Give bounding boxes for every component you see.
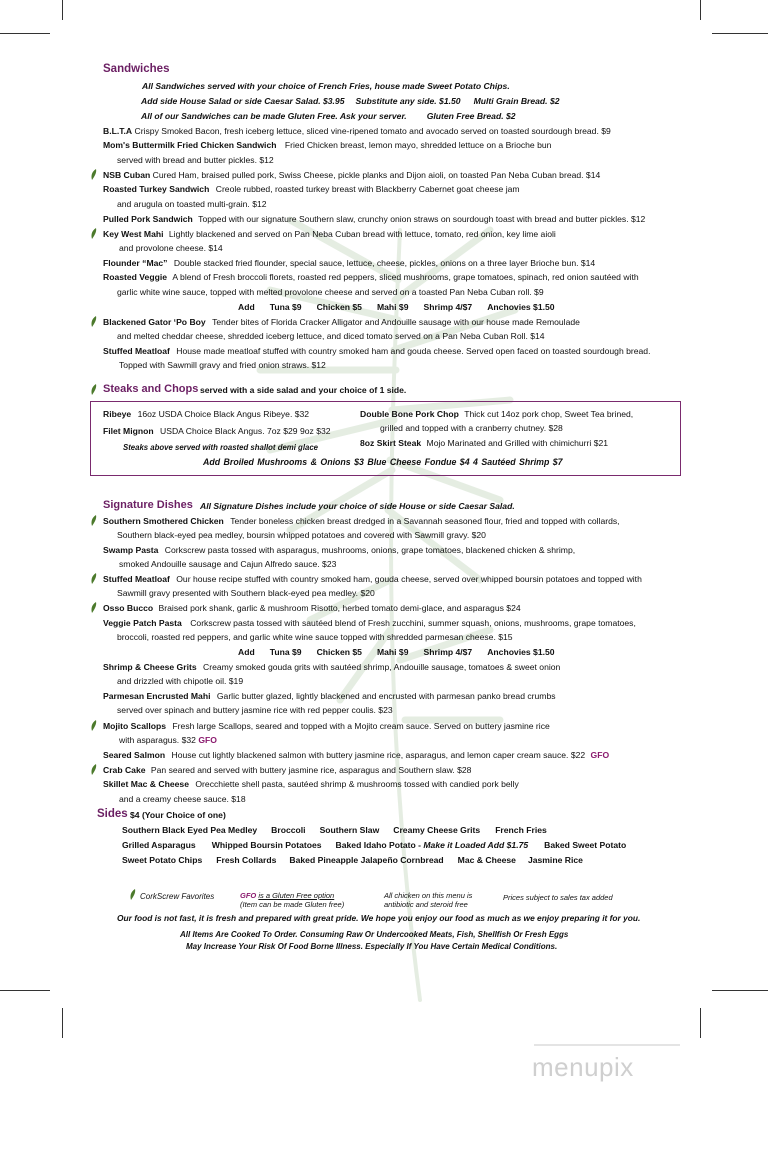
- favorite-leaf-icon: [91, 316, 97, 327]
- item-description: Fresh large Scallops, seared and topped with a Mojito cream sauce. Served on buttery jasmine rice: [172, 721, 550, 731]
- menu-item-filet-mignon: [103, 426, 331, 437]
- item-description-cont: Southern black-eyed pea medley, boursin whipped potatoes and covered with Sawmill gravy. $20: [117, 530, 486, 540]
- item-name: Seared Salmon: [103, 750, 166, 760]
- item-name: Flounder “Mac”: [103, 258, 168, 268]
- menu-item-skillet-mac: [103, 779, 519, 790]
- section-title-sides: Sides: [97, 808, 128, 820]
- menu-item-seared-salmon: [103, 750, 609, 761]
- crop-mark: [0, 990, 50, 991]
- item-description: Braised pork shank, garlic & mushroom Risotto, herbed tomato demi-glace, and asparagus $24: [158, 603, 521, 613]
- crop-mark: [0, 33, 50, 34]
- menu-item-mojito-scallops: [103, 721, 550, 732]
- item-description: Tender bites of Florida Cracker Alligator and Andouille sausage with our house made Remoulade: [212, 317, 580, 327]
- section-title-steaks: Steaks and Chops: [103, 383, 199, 395]
- sandwich-note: All Sandwiches served with your choice of French Fries, house made Sweet Potato Chips.: [142, 81, 510, 91]
- favorite-leaf-icon: [91, 228, 97, 239]
- menu-item-southern-smothered-chicken: [103, 516, 620, 527]
- favorite-leaf-icon: [91, 384, 97, 395]
- menu-item-shrimp-grits: [103, 662, 560, 673]
- item-description: 16oz USDA Choice Black Angus Ribeye. $32: [137, 409, 310, 419]
- crop-mark: [700, 1008, 701, 1038]
- sandwich-note: Add side House Salad or side Caesar Salad. $3.95 Substitute any side. $1.50 Multi Grain Bread. $2: [141, 96, 560, 106]
- add-ons-row: Add Tuna $9 Chicken $5 Mahi $9 Shrimp 4/$7 Anchovies $1.50: [238, 647, 555, 657]
- legend-favorites: CorkScrew Favorites: [140, 892, 215, 901]
- item-description: Fried Chicken breast, lemon mayo, shredded lettuce on a Brioche bun: [284, 140, 552, 150]
- menu-item-osso-bucco: [103, 603, 521, 614]
- menu-item-gator-po-boy: [103, 317, 580, 328]
- item-description: Corkscrew pasta tossed with sautéed blend of Fresh zucchini, summer squash, onions, mushrooms, grape tomatoes,: [190, 618, 636, 628]
- item-description: Tender boneless chicken breast dredged in a Savannah seasoned flour, fried and topped with collards,: [230, 516, 620, 526]
- item-description-cont: and melted cheddar cheese, shredded iceberg lettuce, and diced tomato served on a Pan Neba Cuban Roll. $14: [117, 331, 545, 341]
- item-name: Roasted Turkey Sandwich: [103, 184, 210, 194]
- item-name: Stuffed Meatloaf: [103, 346, 170, 356]
- menu-item-pork-chop: [360, 409, 633, 420]
- tagline: Our food is not fast, it is fresh and prepared with great pride. We hope you enjoy our food as much as we enjoy preparing it for you.: [117, 913, 641, 923]
- item-name: Double Bone Pork Chop: [360, 409, 459, 419]
- item-description: Creamy smoked gouda grits with sautéed shrimp, Andouille sausage, tomatoes & sweet onion: [203, 662, 561, 672]
- crop-mark: [62, 1008, 63, 1038]
- menu-item-crab-cake: [103, 765, 471, 776]
- item-name: Veggie Patch Pasta: [103, 618, 182, 628]
- sides-price: $4 (Your Choice of one): [130, 810, 226, 820]
- item-description: Topped with our signature Southern slaw, crunchy onion straws on sourdough toast with bread and butter pickles. $12: [198, 214, 646, 224]
- item-description: Garlic butter glazed, lightly blackened and encrusted with parmesan panko bread crumbs: [216, 691, 556, 701]
- warning-line: May Increase Your Risk Of Food Borne Illness. Especially If You Have Certain Medical Conditions.: [186, 942, 558, 951]
- section-subtitle: All Signature Dishes include your choice of side House or side Caesar Salad.: [200, 501, 515, 511]
- sandwich-note: All of our Sandwiches can be made Gluten Free. Ask your server. Gluten Free Bread. $2: [141, 111, 516, 121]
- item-description: House cut lightly blackened salmon with buttery jasmine rice, asparagus, and lemon caper cream sauce. $22: [171, 750, 586, 760]
- sides-row: Southern Black Eyed Pea Medley Broccoli Southern Slaw Creamy Cheese Grits French Fries: [122, 825, 547, 835]
- section-title-signature: Signature Dishes: [103, 499, 193, 511]
- crop-mark: [712, 990, 768, 991]
- favorite-leaf-icon: [91, 573, 97, 584]
- item-description-cont: served over spinach and buttery jasmine rice with red pepper coulis. $23: [117, 705, 393, 715]
- favorite-leaf-icon: [91, 515, 97, 526]
- item-description-cont: Sawmill gravy presented with Southern black-eyed pea medley. $20: [117, 588, 375, 598]
- menu-item-flounder-mac: [103, 258, 595, 269]
- item-name: Filet Mignon: [103, 426, 154, 436]
- item-description: Our house recipe stuffed with country smoked ham, gouda cheese, served over whipped boursin potatoes and topped with: [176, 574, 642, 584]
- favorite-leaf-icon: [91, 720, 97, 731]
- menu-item-swamp-pasta: [103, 545, 575, 556]
- legend-gfo: GFO is a Gluten Free option (Item can be made Gluten free): [240, 891, 345, 909]
- item-description: Pan seared and served with buttery jasmine rice, asparagus and Southern slaw. $28: [150, 765, 472, 775]
- favorite-leaf-icon: [91, 602, 97, 613]
- item-description-cont: and provolone cheese. $14: [119, 243, 223, 253]
- item-name: Mojito Scallops: [103, 721, 167, 731]
- item-description: House made meatloaf stuffed with country smoked ham and gouda cheese. Served open faced on toasted sourdough bread.: [176, 346, 651, 356]
- item-description-cont: with asparagus. $32 GFO: [119, 735, 217, 745]
- item-description: Double stacked fried flounder, special sauce, lettuce, cheese, pickles, onions on a three layer Brioche bun. $14: [173, 258, 596, 268]
- item-description-cont: broccoli, roasted red peppers, and garlic white wine sauce topped with shredded parmesan cheese. $15: [117, 632, 513, 642]
- menupix-watermark: menupix: [532, 1052, 634, 1082]
- item-name: Key West Mahi: [103, 229, 164, 239]
- menu-item-moms-chicken: [103, 140, 551, 151]
- item-description-cont: and drizzled with chipotle oil. $19: [117, 676, 244, 686]
- sides-row: Sweet Potato Chips Fresh Collards Baked Pineapple Jalapeño Cornbread Mac & Cheese Jasmine Rice: [122, 855, 583, 865]
- item-name: Shrimp & Cheese Grits: [103, 662, 197, 672]
- item-name: NSB Cuban: [103, 170, 151, 180]
- watermark-rule: [534, 1044, 680, 1046]
- item-description: Orecchiette shell pasta, sautéed shrimp & mushrooms tossed with candied pork belly: [195, 779, 519, 789]
- menu-item-veggie-patch-pasta: [103, 618, 636, 629]
- item-description-cont: served with bread and butter pickles. $12: [117, 155, 274, 165]
- item-description: Mojo Marinated and Grilled with chimichurri $21: [426, 438, 609, 448]
- crop-mark: [62, 0, 63, 20]
- sides-row: Grilled Asparagus Whipped Boursin Potatoes Baked Idaho Potato - Make it Loaded Add $1.75 Baked Sweet Potato: [122, 840, 627, 850]
- section-subtitle: served with a side salad and your choice of 1 side.: [200, 385, 407, 395]
- item-description: Thick cut 14oz pork chop, Sweet Tea brined,: [464, 409, 634, 419]
- favorite-leaf-icon: [130, 889, 136, 900]
- item-description: Crispy Smoked Bacon, fresh iceberg lettuce, sliced vine-ripened tomato and avocado served on toasted sourdough bread. $9: [134, 126, 611, 136]
- item-description: Corkscrew pasta tossed with asparagus, mushrooms, onions, grape tomatoes, blackened chicken & shrimp,: [164, 545, 576, 555]
- item-description: A blend of Fresh broccoli florets, roasted red peppers, sliced mushrooms, grape tomatoes, spinach, red onion sautéed with: [172, 272, 639, 282]
- item-name: 8oz Skirt Steak: [360, 438, 422, 448]
- item-name: Parmesan Encrusted Mahi: [103, 691, 211, 701]
- gfo-badge: GFO: [198, 735, 217, 745]
- item-name: Swamp Pasta: [103, 545, 159, 555]
- menu-item-roasted-turkey: [103, 184, 520, 195]
- item-name: Pulled Pork Sandwich: [103, 214, 193, 224]
- item-description-cont: and arugula on toasted multi-grain. $12: [117, 199, 267, 209]
- crop-mark: [712, 33, 768, 34]
- menu-item-stuffed-meatloaf: [103, 346, 650, 357]
- item-description-cont: Topped with Sawmill gravy and fried onion straws. $12: [119, 360, 326, 370]
- menu-item-roasted-veggie: [103, 272, 639, 283]
- add-ons-row: Add Tuna $9 Chicken $5 Mahi $9 Shrimp 4/$7 Anchovies $1.50: [238, 302, 555, 312]
- steak-note: Steaks above served with roasted shallot demi glace: [123, 443, 318, 452]
- item-name: Osso Bucco: [103, 603, 154, 613]
- menu-item-blta: [103, 126, 611, 137]
- menu-item-ribeye: [103, 409, 309, 420]
- item-name: B.L.T.A: [103, 126, 133, 136]
- item-description: USDA Choice Black Angus. 7oz $29 9oz $32: [160, 426, 331, 436]
- item-name: Crab Cake: [103, 765, 146, 775]
- section-title-sandwiches: Sandwiches: [103, 63, 170, 75]
- item-name: Mom's Buttermilk Fried Chicken Sandwich: [103, 140, 277, 150]
- menu-item-stuffed-meatloaf-sig: [103, 574, 642, 585]
- item-name: Ribeye: [103, 409, 132, 419]
- legend-chicken: All chicken on this menu is antibiotic and steroid free: [384, 891, 473, 909]
- menu-item-key-west-mahi: [103, 229, 556, 240]
- gfo-badge: GFO: [590, 750, 610, 760]
- menu-item-nsb-cuban: [103, 170, 600, 181]
- item-description-cont: grilled and topped with a cranberry chutney. $28: [380, 423, 563, 433]
- item-name: Stuffed Meatloaf: [103, 574, 170, 584]
- favorite-leaf-icon: [91, 764, 97, 775]
- warning-line: All Items Are Cooked To Order. Consuming Raw Or Undercooked Meats, Fish, Shellfish Or Fresh Eggs: [180, 930, 569, 939]
- menu-item-pulled-pork: [103, 214, 645, 225]
- menu-item-parmesan-mahi: [103, 691, 556, 702]
- steak-add-ons: Add Broiled Mushrooms & Onions $3 Blue Cheese Fondue $4 4 Sautéed Shrimp $7: [203, 457, 563, 467]
- item-name: Blackened Gator ‘Po Boy: [103, 317, 206, 327]
- item-description-cont: smoked Andouille sausage and Cajun Alfredo sauce. $23: [119, 559, 337, 569]
- item-description: Lightly blackened and served on Pan Neba Cuban bread with lettuce, tomato, red onion, key lime aioli: [168, 229, 556, 239]
- item-description-cont: and a creamy cheese sauce. $18: [119, 794, 246, 804]
- crop-mark: [700, 0, 701, 20]
- item-description: Creole rubbed, roasted turkey breast with Blackberry Cabernet goat cheese jam: [215, 184, 520, 194]
- item-name: Southern Smothered Chicken: [103, 516, 224, 526]
- item-description: Cured Ham, braised pulled pork, Swiss Cheese, pickle planks and Dijon aioli, on toasted Pan Neba Cuban bread. $14: [152, 170, 601, 180]
- item-name: Roasted Veggie: [103, 272, 167, 282]
- item-description-cont: garlic white wine sauce, topped with melted provolone cheese and served on a toasted Pan Neba Cuban roll. $9: [117, 287, 544, 297]
- favorite-leaf-icon: [91, 169, 97, 180]
- item-name: Skillet Mac & Cheese: [103, 779, 189, 789]
- legend-tax: Prices subject to sales tax added: [503, 893, 613, 902]
- menu-item-skirt-steak: [360, 438, 608, 449]
